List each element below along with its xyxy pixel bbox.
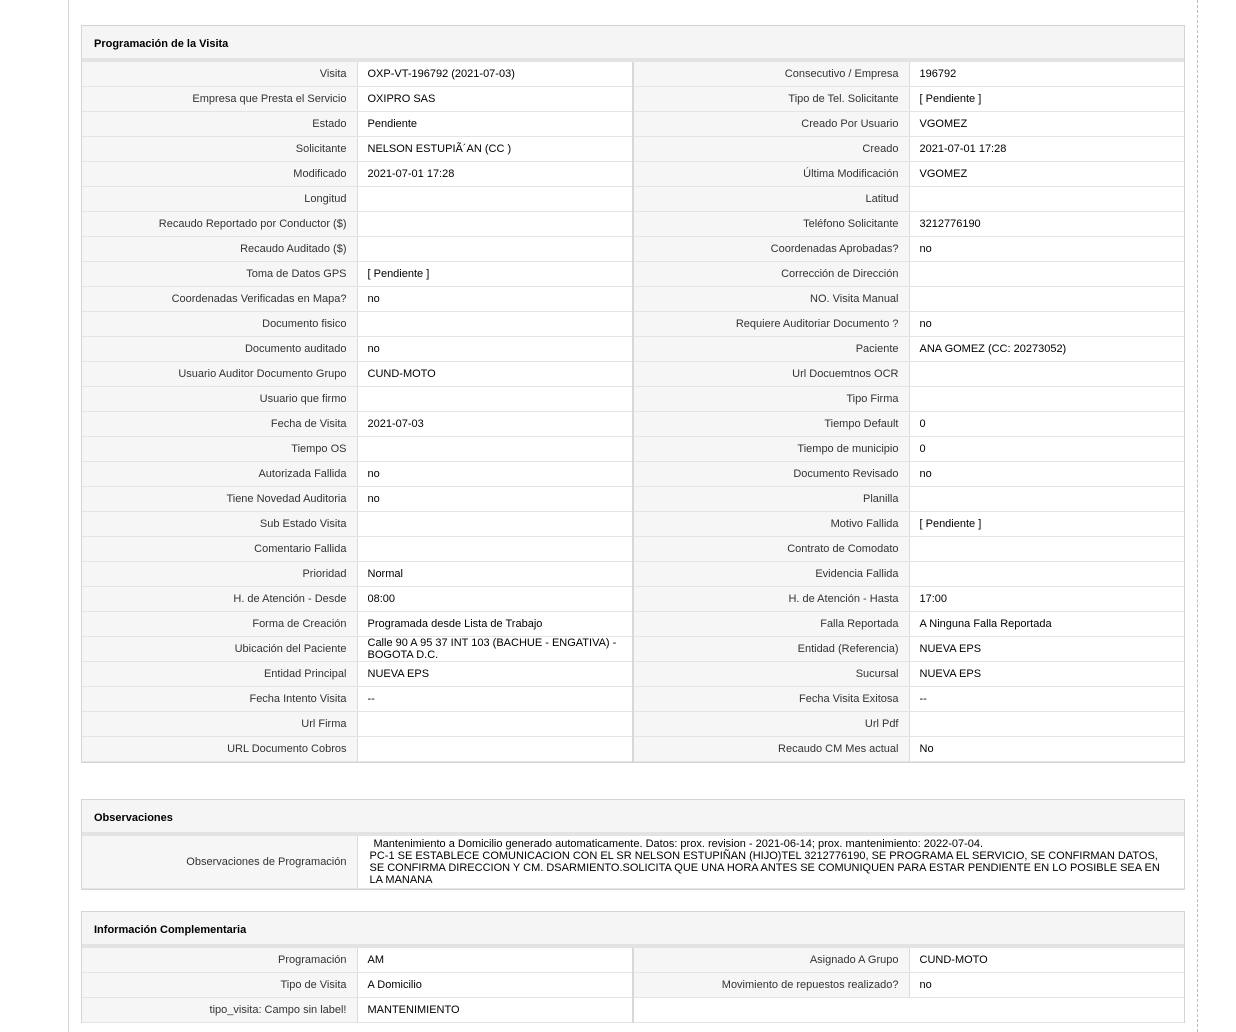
label-tipo-de-tel-solicitante: Tipo de Tel. Solicitante	[633, 87, 909, 112]
value-empresa-que-presta-el-servicio: OXIPRO SAS	[357, 87, 633, 112]
value-modificado: 2021-07-01 17:28	[357, 162, 633, 187]
table-row	[82, 187, 1184, 212]
value-recaudo-reportado-por-conductor	[357, 212, 633, 237]
value-coordenadas-aprobadas: no	[909, 237, 1184, 262]
value-estado: Pendiente	[357, 112, 633, 137]
label-tiempo-os: Tiempo OS	[82, 437, 357, 462]
value-h-de-atencion-desde: 08:00	[357, 587, 633, 612]
observaciones-line-1: Mantenimiento a Domicilio generado automaticamente. Datos: prox. revision - 2021-06-14; prox. mantenimiento: 2022-07-04.	[373, 838, 984, 850]
value-requiere-auditoriar-documento: no	[909, 312, 1184, 337]
label-no-visita-manual: NO. Visita Manual	[633, 287, 909, 312]
table-row	[82, 687, 1184, 712]
label-tipo-firma: Tipo Firma	[633, 387, 909, 412]
label-comentario-fallida: Comentario Fallida	[82, 537, 357, 562]
label-h-de-atencion-hasta: H. de Atención - Hasta	[633, 587, 909, 612]
label-fecha-visita-exitosa: Fecha Visita Exitosa	[633, 687, 909, 712]
value-sucursal: NUEVA EPS	[909, 662, 1184, 687]
label-prioridad: Prioridad	[82, 562, 357, 587]
programacion-panel	[81, 25, 1185, 763]
empty-cell	[633, 998, 909, 1023]
value-documento-auditado: no	[357, 337, 633, 362]
observaciones-value	[357, 836, 1184, 889]
table-row	[82, 948, 1184, 973]
label-url-firma: Url Firma	[82, 712, 357, 737]
value-tipo-visita-campo-sin-label: MANTENIMIENTO	[357, 998, 633, 1023]
value-url-firma	[357, 712, 633, 737]
value-prioridad: Normal	[357, 562, 633, 587]
label-tipo-visita-campo-sin-label: tipo_visita: Campo sin label!	[82, 998, 357, 1023]
table-row	[82, 462, 1184, 487]
complementaria-panel	[81, 911, 1185, 1023]
value-autorizada-fallida: no	[357, 462, 633, 487]
value-tipo-de-tel-solicitante: [ Pendiente ]	[909, 87, 1184, 112]
label-movimiento-de-repuestos-realizado: Movimiento de repuestos realizado?	[633, 973, 909, 998]
value-no-visita-manual	[909, 287, 1184, 312]
value-toma-de-datos-gps: [ Pendiente ]	[357, 262, 633, 287]
label-forma-de-creacion: Forma de Creación	[82, 612, 357, 637]
left-border-line	[68, 0, 69, 1032]
label-tiempo-default: Tiempo Default	[633, 412, 909, 437]
value-url-docuemtnos-ocr	[909, 362, 1184, 387]
label-tipo-de-visita: Tipo de Visita	[82, 973, 357, 998]
table-row	[82, 973, 1184, 998]
value-solicitante: NELSON ESTUPIÃ´AN (CC )	[357, 137, 633, 162]
label-recaudo-cm-mes-actual: Recaudo CM Mes actual	[633, 737, 909, 762]
label-consecutivo-empresa: Consecutivo / Empresa	[633, 62, 909, 87]
value-url-documento-cobros	[357, 737, 633, 762]
table-row	[82, 712, 1184, 737]
value-recaudo-auditado	[357, 237, 633, 262]
programacion-table	[82, 62, 1184, 762]
label-paciente: Paciente	[633, 337, 909, 362]
label-falla-reportada: Falla Reportada	[633, 612, 909, 637]
table-row	[82, 412, 1184, 437]
table-row	[82, 387, 1184, 412]
label-latitud: Latitud	[633, 187, 909, 212]
label-evidencia-fallida: Evidencia Fallida	[633, 562, 909, 587]
table-row	[82, 87, 1184, 112]
observaciones-line-2: PC-1 SE ESTABLECE COMUNICACION CON EL SR NELSON ESTUPIÑAN (HIJO)TEL 3212776190, SE PROGRAMA EL SERVICIO, SE CONFIRMAN DATOS, SE CONFIRMA DIRECCION Y CM. DSARMIENTO.SOLICITA QUE UNA HORA ANTES SE COMUNIQUEN PARA ESTAR PENDIENTE EN LO POSIBLE SEA EN LA MANANA	[369, 850, 1160, 886]
right-dashed-border	[1197, 0, 1198, 1032]
value-movimiento-de-repuestos-realizado: no	[909, 973, 1184, 998]
value-fecha-visita-exitosa: --	[909, 687, 1184, 712]
value-longitud	[357, 187, 633, 212]
label-toma-de-datos-gps: Toma de Datos GPS	[82, 262, 357, 287]
value-planilla	[909, 487, 1184, 512]
value-url-pdf	[909, 712, 1184, 737]
label-ubicacion-del-paciente: Ubicación del Paciente	[82, 637, 357, 662]
value-comentario-fallida	[357, 537, 633, 562]
table-row	[82, 662, 1184, 687]
value-visita: OXP-VT-196792 (2021-07-03)	[357, 62, 633, 87]
table-row	[82, 487, 1184, 512]
label-usuario-que-firmo: Usuario que firmo	[82, 387, 357, 412]
label-entidad-principal: Entidad Principal	[82, 662, 357, 687]
table-row	[82, 587, 1184, 612]
table-row	[82, 287, 1184, 312]
value-tiempo-default: 0	[909, 412, 1184, 437]
label-empresa-que-presta-el-servicio: Empresa que Presta el Servicio	[82, 87, 357, 112]
table-row	[82, 537, 1184, 562]
label-asignado-a-grupo: Asignado A Grupo	[633, 948, 909, 973]
label-visita: Visita	[82, 62, 357, 87]
observaciones-label: Observaciones de Programación	[82, 836, 357, 889]
label-url-pdf: Url Pdf	[633, 712, 909, 737]
label-longitud: Longitud	[82, 187, 357, 212]
label-url-documento-cobros: URL Documento Cobros	[82, 737, 357, 762]
value-tipo-firma	[909, 387, 1184, 412]
complementaria-title: Información Complementaria	[82, 912, 1184, 948]
programacion-title: Programación de la Visita	[82, 26, 1184, 62]
table-row	[82, 612, 1184, 637]
label-creado-por-usuario: Creado Por Usuario	[633, 112, 909, 137]
value-documento-fisico	[357, 312, 633, 337]
value-coordenadas-verificadas-en-mapa: no	[357, 287, 633, 312]
label-fecha-intento-visita: Fecha Intento Visita	[82, 687, 357, 712]
table-row	[82, 562, 1184, 587]
label-creado: Creado	[633, 137, 909, 162]
label-documento-fisico: Documento fisico	[82, 312, 357, 337]
table-row	[82, 137, 1184, 162]
empty-cell	[909, 998, 1184, 1023]
value-ultima-modificacion: VGOMEZ	[909, 162, 1184, 187]
label-planilla: Planilla	[633, 487, 909, 512]
label-tiene-novedad-auditoria: Tiene Novedad Auditoria	[82, 487, 357, 512]
value-programacion: AM	[357, 948, 633, 973]
value-motivo-fallida: [ Pendiente ]	[909, 512, 1184, 537]
value-usuario-que-firmo	[357, 387, 633, 412]
label-autorizada-fallida: Autorizada Fallida	[82, 462, 357, 487]
value-h-de-atencion-hasta: 17:00	[909, 587, 1184, 612]
value-recaudo-cm-mes-actual: No	[909, 737, 1184, 762]
value-tiene-novedad-auditoria: no	[357, 487, 633, 512]
label-recaudo-reportado-por-conductor: Recaudo Reportado por Conductor ($)	[82, 212, 357, 237]
label-solicitante: Solicitante	[82, 137, 357, 162]
label-programacion: Programación	[82, 948, 357, 973]
table-row	[82, 237, 1184, 262]
label-correccion-de-direccion: Corrección de Dirección	[633, 262, 909, 287]
value-fecha-de-visita: 2021-07-03	[357, 412, 633, 437]
label-coordenadas-verificadas-en-mapa: Coordenadas Verificadas en Mapa?	[82, 287, 357, 312]
value-contrato-de-comodato	[909, 537, 1184, 562]
value-fecha-intento-visita: --	[357, 687, 633, 712]
table-row	[82, 362, 1184, 387]
value-usuario-auditor-documento-grupo: CUND-MOTO	[357, 362, 633, 387]
value-entidad-principal: NUEVA EPS	[357, 662, 633, 687]
label-modificado: Modificado	[82, 162, 357, 187]
value-tipo-de-visita: A Domicilio	[357, 973, 633, 998]
table-row	[82, 212, 1184, 237]
observaciones-panel	[81, 799, 1185, 890]
value-tiempo-os	[357, 437, 633, 462]
table-row	[82, 62, 1184, 87]
label-requiere-auditoriar-documento: Requiere Auditoriar Documento ?	[633, 312, 909, 337]
label-estado: Estado	[82, 112, 357, 137]
value-telefono-solicitante: 3212776190	[909, 212, 1184, 237]
value-entidad-referencia: NUEVA EPS	[909, 637, 1184, 662]
value-sub-estado-visita	[357, 512, 633, 537]
label-telefono-solicitante: Teléfono Solicitante	[633, 212, 909, 237]
table-row	[82, 337, 1184, 362]
label-contrato-de-comodato: Contrato de Comodato	[633, 537, 909, 562]
label-entidad-referencia: Entidad (Referencia)	[633, 637, 909, 662]
value-falla-reportada: A Ninguna Falla Reportada	[909, 612, 1184, 637]
table-row	[82, 637, 1184, 662]
value-consecutivo-empresa: 196792	[909, 62, 1184, 87]
value-ubicacion-del-paciente: Calle 90 A 95 37 INT 103 (BACHUE - ENGATIVA) - BOGOTA D.C.	[357, 637, 633, 662]
value-latitud	[909, 187, 1184, 212]
table-row	[82, 162, 1184, 187]
table-row	[82, 998, 1184, 1023]
value-asignado-a-grupo: CUND-MOTO	[909, 948, 1184, 973]
observaciones-table	[82, 836, 1184, 889]
label-tiempo-de-municipio: Tiempo de municipio	[633, 437, 909, 462]
value-paciente: ANA GOMEZ (CC: 20273052)	[909, 337, 1184, 362]
label-motivo-fallida: Motivo Fallida	[633, 512, 909, 537]
table-row	[82, 512, 1184, 537]
label-h-de-atencion-desde: H. de Atención - Desde	[82, 587, 357, 612]
table-row	[82, 312, 1184, 337]
observaciones-title: Observaciones	[82, 800, 1184, 836]
observaciones-row	[82, 836, 1184, 889]
value-documento-revisado: no	[909, 462, 1184, 487]
label-usuario-auditor-documento-grupo: Usuario Auditor Documento Grupo	[82, 362, 357, 387]
label-documento-auditado: Documento auditado	[82, 337, 357, 362]
label-ultima-modificacion: Última Modificación	[633, 162, 909, 187]
value-tiempo-de-municipio: 0	[909, 437, 1184, 462]
label-url-docuemtnos-ocr: Url Docuemtnos OCR	[633, 362, 909, 387]
value-forma-de-creacion: Programada desde Lista de Trabajo	[357, 612, 633, 637]
complementaria-table	[82, 948, 1184, 1023]
table-row	[82, 737, 1184, 762]
value-creado-por-usuario: VGOMEZ	[909, 112, 1184, 137]
table-row	[82, 262, 1184, 287]
value-evidencia-fallida	[909, 562, 1184, 587]
label-documento-revisado: Documento Revisado	[633, 462, 909, 487]
value-correccion-de-direccion	[909, 262, 1184, 287]
label-fecha-de-visita: Fecha de Visita	[82, 412, 357, 437]
label-sucursal: Sucursal	[633, 662, 909, 687]
table-row	[82, 437, 1184, 462]
label-recaudo-auditado: Recaudo Auditado ($)	[82, 237, 357, 262]
table-row	[82, 112, 1184, 137]
label-sub-estado-visita: Sub Estado Visita	[82, 512, 357, 537]
value-creado: 2021-07-01 17:28	[909, 137, 1184, 162]
label-coordenadas-aprobadas: Coordenadas Aprobadas?	[633, 237, 909, 262]
